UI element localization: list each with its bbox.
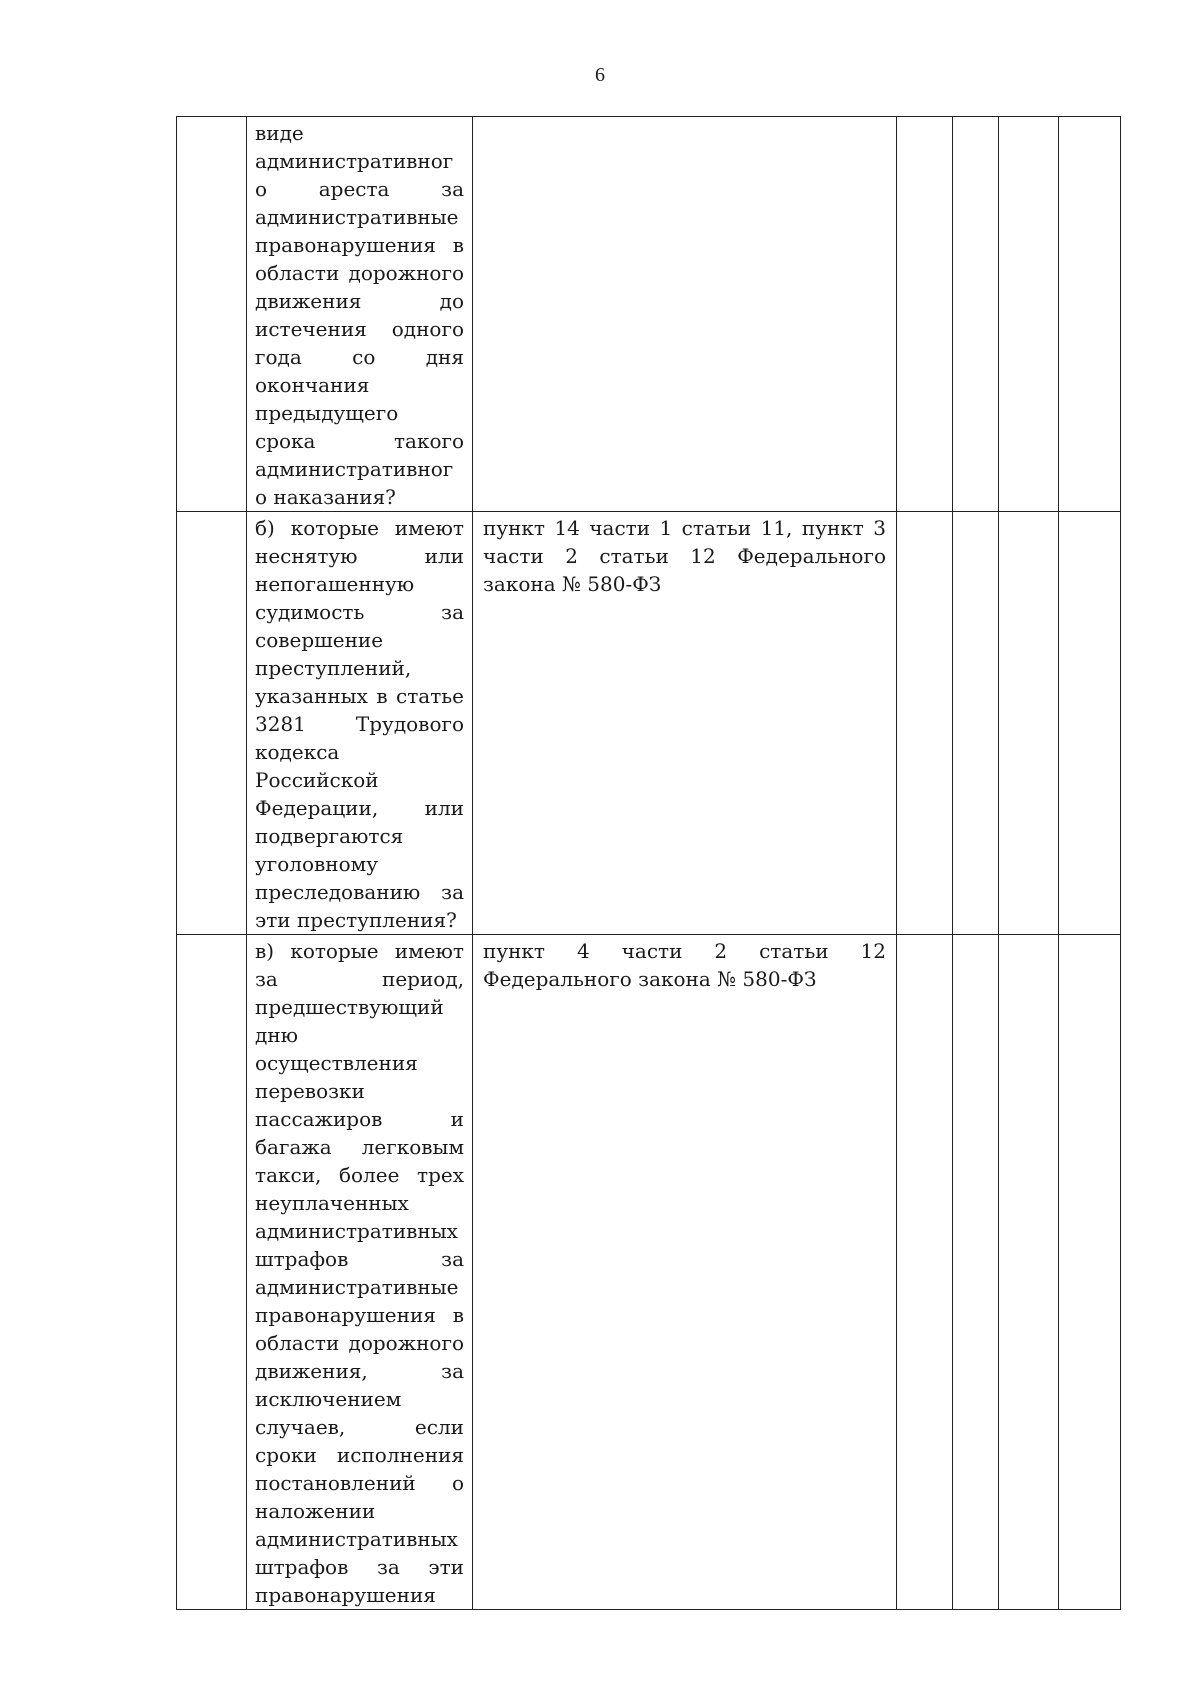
- answer-na-cell: [999, 935, 1059, 1610]
- answer-na-cell: [999, 512, 1059, 935]
- note-cell: [1059, 117, 1121, 512]
- page-number: 6: [595, 64, 605, 86]
- answer-yes-cell: [897, 117, 953, 512]
- legal-basis-cell: пункт 4 части 2 статьи 12 Федерального закона № 580-ФЗ: [473, 935, 897, 1610]
- answer-no-cell: [953, 935, 999, 1610]
- answer-na-cell: [999, 117, 1059, 512]
- question-cell: виде административного ареста за административные правонарушения в области дорожного движения до истечения одного года со дня окончания предыдущего срока такого административного наказания?: [247, 117, 473, 512]
- note-cell: [1059, 935, 1121, 1610]
- number-cell: [177, 512, 247, 935]
- number-cell: [177, 935, 247, 1610]
- question-cell: в) которые имеют за период, предшествующий дню осуществления перевозки пассажиров и багажа легковым такси, более трех неуплаченных административных штрафов за административные правонарушения в области дорожного движения, за исключением случаев, если сроки исполнения постановлений о наложении административных штрафов за эти правонарушения: [247, 935, 473, 1610]
- table-row: [177, 935, 1121, 1610]
- answer-yes-cell: [897, 512, 953, 935]
- note-cell: [1059, 512, 1121, 935]
- answer-yes-cell: [897, 935, 953, 1610]
- legal-basis-cell: пункт 14 части 1 статьи 11, пункт 3 части 2 статьи 12 Федерального закона № 580-ФЗ: [473, 512, 897, 935]
- checklist-table: [176, 116, 1121, 1610]
- number-cell: [177, 117, 247, 512]
- table-row: [177, 117, 1121, 512]
- question-cell: б) которые имеют неснятую или непогашенную судимость за совершение преступлений, указанных в статье 3281 Трудового кодекса Российской Федерации, или подвергаются уголовному преследованию за эти преступления?: [247, 512, 473, 935]
- legal-basis-cell: [473, 117, 897, 512]
- table-row: [177, 512, 1121, 935]
- answer-no-cell: [953, 512, 999, 935]
- answer-no-cell: [953, 117, 999, 512]
